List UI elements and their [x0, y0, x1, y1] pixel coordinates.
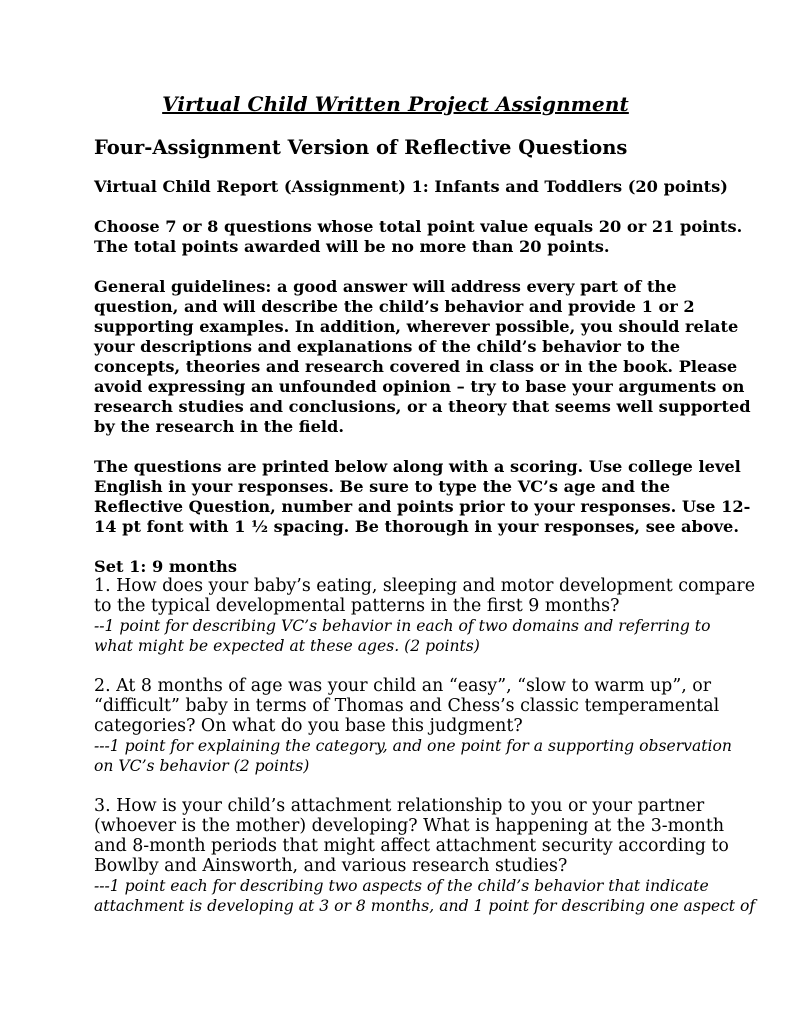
guidelines-paragraph [94, 277, 751, 437]
set-label [94, 557, 704, 577]
scoring-line: what might be expected at these ages. (2 points) [94, 637, 480, 655]
question-line: 3. How is your child’s attachment relationship to you or your partner [94, 796, 705, 816]
guidelines-line: by the research in the field. [94, 417, 344, 436]
question-line: 2. At 8 months of age was your child an “easy”, “slow to warm up”, or [94, 676, 712, 696]
guidelines-line: question, and will describe the child’s behavior and provide 1 or 2 [94, 297, 695, 316]
question-line: Bowlby and Ainsworth, and various research studies? [94, 856, 568, 876]
report-line [94, 177, 728, 197]
scoring-line: ---1 point each for describing two aspects of the child’s behavior that indicate [94, 877, 709, 895]
scoring-line: --1 point for describing VC’s behavior in each of two domains and referring to [94, 617, 711, 635]
instructions-paragraph [94, 457, 751, 537]
question-1 [94, 576, 756, 656]
guidelines-line: supporting examples. In addition, wherever possible, you should relate [94, 317, 739, 336]
document-title: Virtual Child Written Project Assignment [162, 92, 629, 116]
instructions-line: Reflective Question, number and points prior to your responses. Use 12- [94, 497, 751, 516]
question-3 [94, 796, 756, 916]
instructions-line: English in your responses. Be sure to type the VC’s age and the [94, 477, 671, 496]
guidelines-line: General guidelines: a good answer will address every part of the [94, 277, 677, 296]
question-2 [94, 676, 732, 776]
question-line: categories? On what do you base this judgment? [94, 716, 523, 736]
guidelines-line: avoid expressing an unfounded opinion – try to base your arguments on [94, 377, 745, 396]
question-line: “difficult” baby in terms of Thomas and Chess’s classic temperamental [94, 696, 720, 716]
choose-line: Choose 7 or 8 questions whose total point value equals 20 or 21 points. [94, 217, 743, 236]
scoring-line: on VC’s behavior (2 points) [94, 757, 310, 775]
instructions-line: The questions are printed below along with a scoring. Use college level [94, 457, 741, 476]
guidelines-line: research studies and conclusions, or a theory that seems well supported [94, 397, 751, 416]
set-label-text: Set 1: 9 months [94, 557, 237, 576]
question-line: to the typical developmental patterns in the first 9 months? [94, 596, 620, 616]
question-line: 1. How does your baby’s eating, sleeping and motor development compare [94, 576, 756, 596]
guidelines-line: your descriptions and explanations of the child’s behavior to the [94, 337, 681, 356]
choose-line: The total points awarded will be no more than 20 points. [94, 237, 610, 256]
report-text: Virtual Child Report (Assignment) 1: Infants and Toddlers (20 points) [94, 177, 728, 196]
guidelines-line: concepts, theories and research covered in class or in the book. Please [94, 357, 738, 376]
question-line: and 8-month periods that might affect attachment security according to [94, 836, 729, 856]
scoring-line: attachment is developing at 3 or 8 months, and 1 point for describing one aspect of [94, 897, 756, 915]
choose-paragraph [94, 217, 743, 257]
instructions-line: 14 pt font with 1 ½ spacing. Be thorough in your responses, see above. [94, 517, 739, 536]
section-heading: Four-Assignment Version of Reflective Questions [94, 136, 628, 159]
question-line: (whoever is the mother) developing? What is happening at the 3-month [94, 816, 725, 836]
scoring-line: ---1 point for explaining the category, and one point for a supporting observation [94, 737, 732, 755]
